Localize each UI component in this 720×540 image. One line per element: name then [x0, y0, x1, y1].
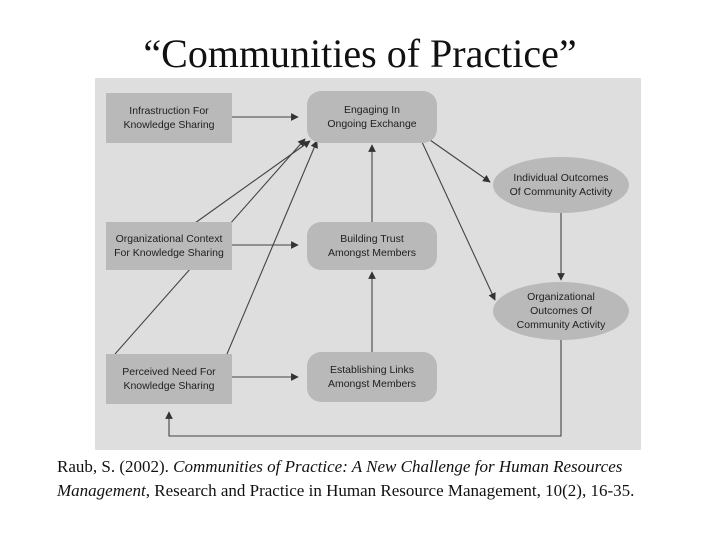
citation-title: Communities of Practice: A New Challenge for Human Resources Management	[57, 457, 623, 500]
node-engaging-label: Engaging In Ongoing Exchange	[327, 104, 417, 130]
node-building-trust-label: Building Trust Amongst Members	[327, 233, 417, 259]
arrow-engaging-to-organizational	[422, 142, 495, 300]
node-infrastructure-label: Infrastruction For Knowledge Sharing	[123, 105, 215, 131]
arrow-need-to-engaging	[227, 141, 317, 354]
node-building-trust	[307, 222, 437, 270]
slide-title: “Communities of Practice”	[143, 31, 577, 76]
node-organizational-context	[106, 222, 232, 270]
node-establishing-links-label: Establishing Links Amongst Members	[327, 364, 417, 390]
node-organizational-outcomes-label: Organizational Outcomes Of Community Activity	[516, 291, 606, 331]
citation-suffix: , Research and Practice in Human Resource Management, 10(2), 16-35.	[145, 481, 635, 500]
node-perceived-need	[106, 354, 232, 404]
node-individual-outcomes-label: Individual Outcomes Of Community Activity	[509, 172, 613, 198]
node-perceived-need-label: Perceived Need For Knowledge Sharing	[122, 366, 216, 392]
node-organizational-context-label: Organizational Context For Knowledge Sharing	[114, 233, 224, 259]
citation	[57, 455, 677, 503]
communities-of-practice-diagram	[95, 78, 641, 450]
node-engaging	[307, 91, 437, 143]
node-establishing-links	[307, 352, 437, 402]
arrow-engaging-to-individual	[430, 140, 490, 182]
node-infrastructure	[106, 93, 232, 143]
node-individual-outcomes	[493, 157, 629, 213]
node-organizational-outcomes	[493, 282, 629, 340]
citation-prefix: Raub, S. (2002).	[57, 457, 174, 476]
